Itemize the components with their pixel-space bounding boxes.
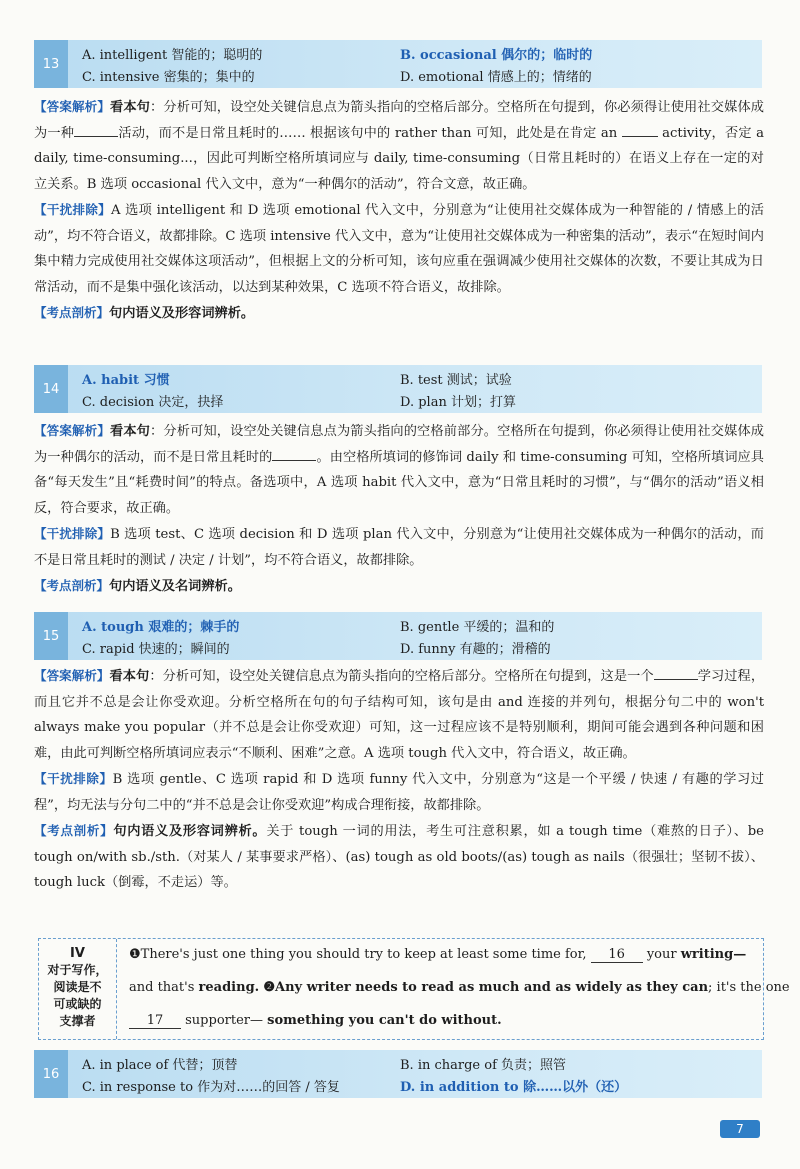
q15-option-b: B. gentle 平缓的；温和的 [400,619,555,635]
q14-blank [272,448,316,461]
q13-blank [74,124,118,137]
q15-option-a: A. tough 艰难的；棘手的 [82,619,240,635]
section-iv-box [38,938,790,1040]
q16-option-d: D. in addition to 除……以外（还） [400,1079,628,1095]
q13-option-c: C. intensive 密集的；集中的 [82,69,255,85]
q14-explanation: 【答案解析】看本句：分析可知，设空处关键信息点为箭头指向的空格前部分。空格所在句提到，你必须得让使用社交媒体成为一种偶尔的活动，而不是日常且耗时的 。由空格所填词的修饰词 daily 和 time-consuming 可知，空格所填词应具备“每天发生”且“耗费时间”的特点。备选项中，A 选项 habit 代入文中，意为“日常且耗时的习惯”，与“偶尔的活动”语义相反，符合要求，故正确。 【干扰排除】B 选项 test、C 选项 decision 和 D 选项 plan 代入文中，分别意为“让使用社交媒体成为一种偶尔的活动，而不是日常且耗时的测试 / 决定 / 计划”，均不符合语义，故都排除。 【考点剖析】句内语义及名词辨析。 [34,423,764,594]
q13-number: 13 [34,40,68,88]
q15-blank [654,667,698,680]
q14-options [34,365,762,413]
section-iv-line-3: 17 supporter— something you can't do without. [129,1013,502,1029]
section-iv-line-1: ❶There's just one thing you should try to keep at least some time for, 16 your writing— [129,947,747,962]
q14-distract-tag: 【干扰排除】 [34,526,111,541]
q13-options [34,40,762,88]
q15-point-tag: 【考点剖析】 [34,823,114,838]
q14-option-c: C. decision 决定，抉择 [82,394,224,410]
q14-option-a: A. habit 习惯 [82,372,170,388]
q13-explanation: 【答案解析】看本句：分析可知，设空处关键信息点为箭头指向的空格后部分。空格所在句提到，你必须得让使用社交媒体成为一种 活动，而不是日常且耗时的…… 根据该句中的 rather than 可知，此处是在肯定 an activity，否定 a daily, time-consuming...，因此可判断空格所填词应与 daily, time-consuming（日常且耗时的）在语义上存在一定的对立关系。B 选项 occasional 代入文中，意为“一种偶尔的活动”，符合文意，故正确。 【干扰排除】A 选项 intelligent 和 D 选项 emotional 代入文中，分别意为“让使用社交媒体成为一种智能的 / 情感上的活动”，均不符合语义，故都排除。C 选项 intensive 代入文中，意为“让使用社交媒体成为一种密集的活动”，表示“在短时间内集中精力完成使用社交媒体这项活动”，但根据上文的分析可知，该句应重在强调减少使用社交媒体的次数，不要让其成为日常活动，而不是集中强化该活动，以达到某种效果，C 选项不符合语义，故排除。 【考点剖析】句内语义及形容词辨析。 [34,99,765,321]
q14-number: 14 [34,365,68,413]
q13-option-d: D. emotional 情感上的；情绪的 [400,69,592,85]
q14-option-d: D. plan 计划；打算 [400,394,516,410]
q16-option-c: C. in response to 作为对……的回答 / 答复 [82,1079,340,1095]
q14-option-b: B. test 测试；试验 [400,372,512,388]
q15-number: 15 [34,612,68,660]
q13-blank-2 [622,124,658,137]
section-iv-side-line: 阅读是不 [53,980,102,994]
section-iv-side-line: 支撑者 [59,1014,96,1028]
section-iv-line-2: and that's reading. ❷Any writer needs to read as much and as widely as they can; it's the one [129,980,790,995]
q15-option-d: D. funny 有趣的；滑稽的 [400,641,551,657]
q16-option-a: A. in place of 代替；顶替 [82,1057,238,1073]
section-iv-roman: IV [70,946,85,961]
q13-option-b: B. occasional 偶尔的；临时的 [400,47,593,63]
q15-option-c: C. rapid 快速的；瞬间的 [82,641,230,657]
q15-distract-tag: 【干扰排除】 [34,771,113,786]
q13-answer-tag: 【答案解析】 [34,99,110,114]
section-iv-side-line: 可或缺的 [53,997,102,1011]
blank-16: 16 [591,947,643,963]
q14-point-tag: 【考点剖析】 [34,578,110,593]
q15-answer-tag: 【答案解析】 [34,668,110,683]
q16-options [34,1050,762,1098]
section-iv-side-line: 对于写作， [47,963,108,977]
blank-17: 17 [129,1013,181,1029]
q15-explanation: 【答案解析】看本句：分析可知，设空处关键信息点为箭头指向的空格后部分。空格所在句提到，这是一个 学习过程，而且它并不总是会让你受欢迎。分析空格所在句的句子结构可知，该句是由 and 连接的并列句，根据分句二中的 won't always make you popular（并不总是会让你受欢迎）可知，这一过程应该不是特别顺利，期间可能会遇到各种问题和困难，由此可判断空格所填词应表示“不顺利、困难”之意。A 选项 tough 代入文中，符合语义，故正确。 【干扰排除】B 选项 gentle、C 选项 rapid 和 D 选项 funny 代入文中，分别意为“这是一个平缓 / 快速 / 有趣的学习过程”，均无法与分句二中的“并不总是会让你受欢迎”构成合理衔接，故都排除。 【考点剖析】句内语义及形容词辨析。关于 tough 一词的用法，考生可注意积累，如 a tough time（难熬的日子）、be tough on/with sb./sth.（对某人 / 某事要求严格）、(as) tough as old boots/(as) tough as nails（很强壮；坚韧不拔）、tough luck（倒霉，不走运）等。 [34,668,765,890]
q14-answer-tag: 【答案解析】 [34,423,110,438]
q13-point-tag: 【考点剖析】 [34,305,110,320]
q16-option-b: B. in charge of 负责；照管 [400,1057,567,1073]
q13-option-a: A. intelligent 智能的；聪明的 [82,47,263,63]
q16-number: 16 [34,1050,68,1098]
page-number: 7 [720,1120,760,1138]
q13-distract-tag: 【干扰排除】 [34,202,112,217]
section-iv-side [39,939,117,1039]
q15-options [34,612,762,660]
